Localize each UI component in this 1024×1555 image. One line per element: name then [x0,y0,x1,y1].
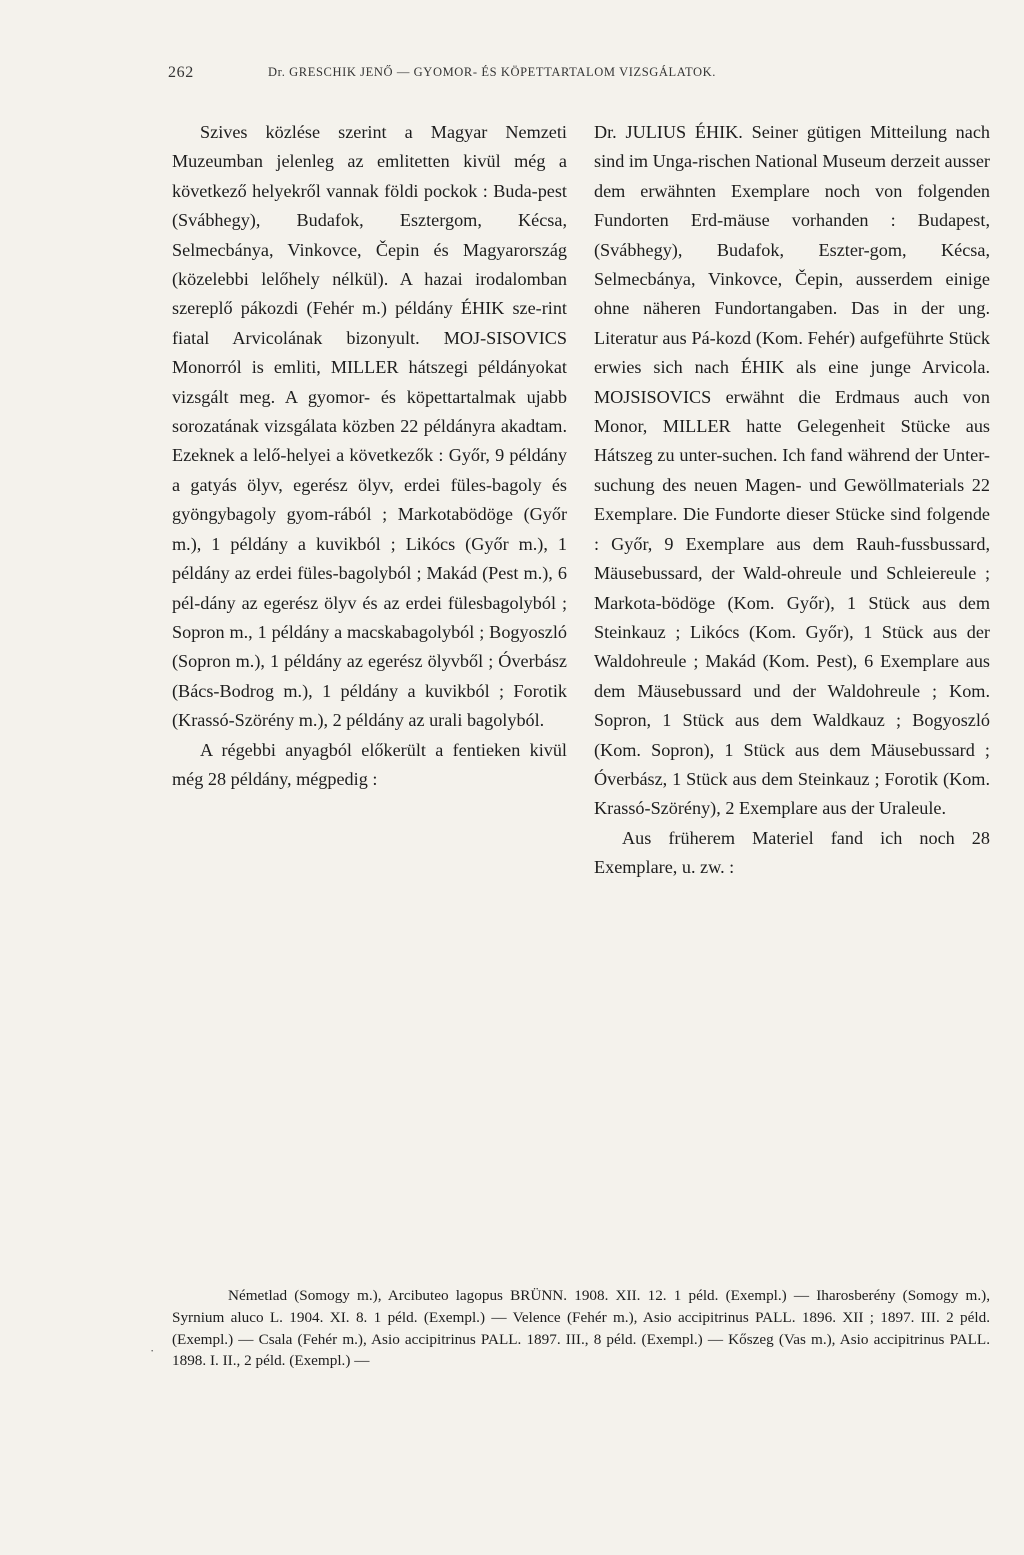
hungarian-paragraph-2: A régebbi anyagból előkerült a fentieken kivül még 28 példány, mégpedig : [172,739,567,789]
margin-mark: · [150,1343,155,1358]
running-title: Dr. GRESCHIK JENŐ — GYOMOR- ÉS KÖPETTARTALOM VIZSGÁLATOK. [268,65,717,79]
page-number: 262 [168,64,194,81]
records-paragraph [172,1285,990,1372]
german-paragraph-2: Aus früherem Materiel fand ich noch 28 Exemplare, u. zw. : [594,827,990,878]
hungarian-paragraph-1: Szives közlése szerint a Magyar Nemzeti Muzeumban jelenleg az emlitetten kivül még a következő helyekről vannak földi pockok : Buda-pest (Svábhegy), Budafok, Esztergom, Kécsa, Selmecbánya, Vinkovce, Čepin és Magyarország (közelebbi lelőhely nélkül). A hazai irodalomban szereplő pákozdi (Fehér m.) példány ÉHIK sze-rint fiatal Arvicolának bizonyult. MOJ-SISOVICS Monorról is emliti, MILLER hátszegi példányokat vizsgált meg. A gyomor- és köpettartalmak ujabb sorozatának vizsgálata közben 22 példányra akadtam. Ezeknek a lelő-helyei a következők : Győr, 9 példány a gatyás ölyv, egerész ölyv, erdei füles-bagoly és gyöngybagoly gyom-rából ; Markotabödöge (Győr m.), 1 példány a kuvikból ; Likócs (Győr m.), 1 példány az erdei füles-bagolyból ; Makád (Pest m.), 6 pél-dány az egerész ölyv és az erdei fülesbagolyból ; Sopron m., 1 példány a macskabagolyból ; Bogyoszló (Sopron m.), 1 példány az egerész ölyvből ; Óverbász (Bács-Bodrog m.), 1 példány a kuvikból ; Forotik (Krassó-Szörény m.), 2 példány az urali bagolyból. [172,122,567,731]
records-text: Németlad (Somogy m.), Arcibuteo lagopus BRÜNN. 1908. XII. 12. 1 péld. (Exempl.) — Iharosberény (Somogy m.), Syrnium aluco L. 1904. XI. 8. 1 péld. (Exempl.) — Velence (Fehér m.), Asio accipitrinus PALL. 1896. XII ; 1897. III. 2 péld. (Exempl.) — Csala (Fehér m.), Asio accipitrinus PALL. 1897. III., 8 péld. (Exempl.) — Kőszeg (Vas m.), Asio accipitrinus PALL. 1898. I. II., 2 péld. (Exempl.) — [172,1287,990,1370]
german-column [594,118,990,883]
hungarian-column [172,118,567,794]
german-paragraph-1: Dr. JULIUS ÉHIK. Seiner gütigen Mitteilung nach sind im Unga-rischen National Museum derzeit ausser dem erwähnten Exemplare noch von folgenden Fundorten Erd-mäuse vorhanden : Budapest, (Svábhegy), Budafok, Eszter-gom, Kécsa, Selmecbánya, Vinkovce, Čepin, ausserdem einige ohne näheren Fundortangaben. Das in der ung. Literatur aus Pá-kozd (Kom. Fehér) aufgeführte Stück erwies sich nach ÉHIK als eine junge Arvicola. MOJSISOVICS erwähnt die Erdmaus auch von Monor, MILLER hatte Gelegenheit Stücke aus Hátszeg zu unter-suchen. Ich fand während der Unter-suchung des neuen Magen- und Gewöllmaterials 22 Exemplare. Die Fundorte dieser Stücke sind folgende : Győr, 9 Exemplare aus dem Rauh-fussbussard, Mäusebussard, der Wald-ohreule und Schleiereule ; Markota-bödöge (Kom. Győr), 1 Stück aus dem Steinkauz ; Likócs (Kom. Győr), 1 Stück aus der Waldohreule ; Makád (Kom. Pest), 6 Exemplare aus dem Mäusebussard und der Waldohreule ; Kom. Sopron, 1 Stück aus dem Waldkauz ; Bogyoszló (Kom. Sopron), 1 Stück aus dem Mäusebussard ; Óverbász, 1 Stück aus dem Steinkauz ; Forotik (Kom. Krassó-Szörény), 2 Exemplare aus der Uraleule. [594,122,990,819]
